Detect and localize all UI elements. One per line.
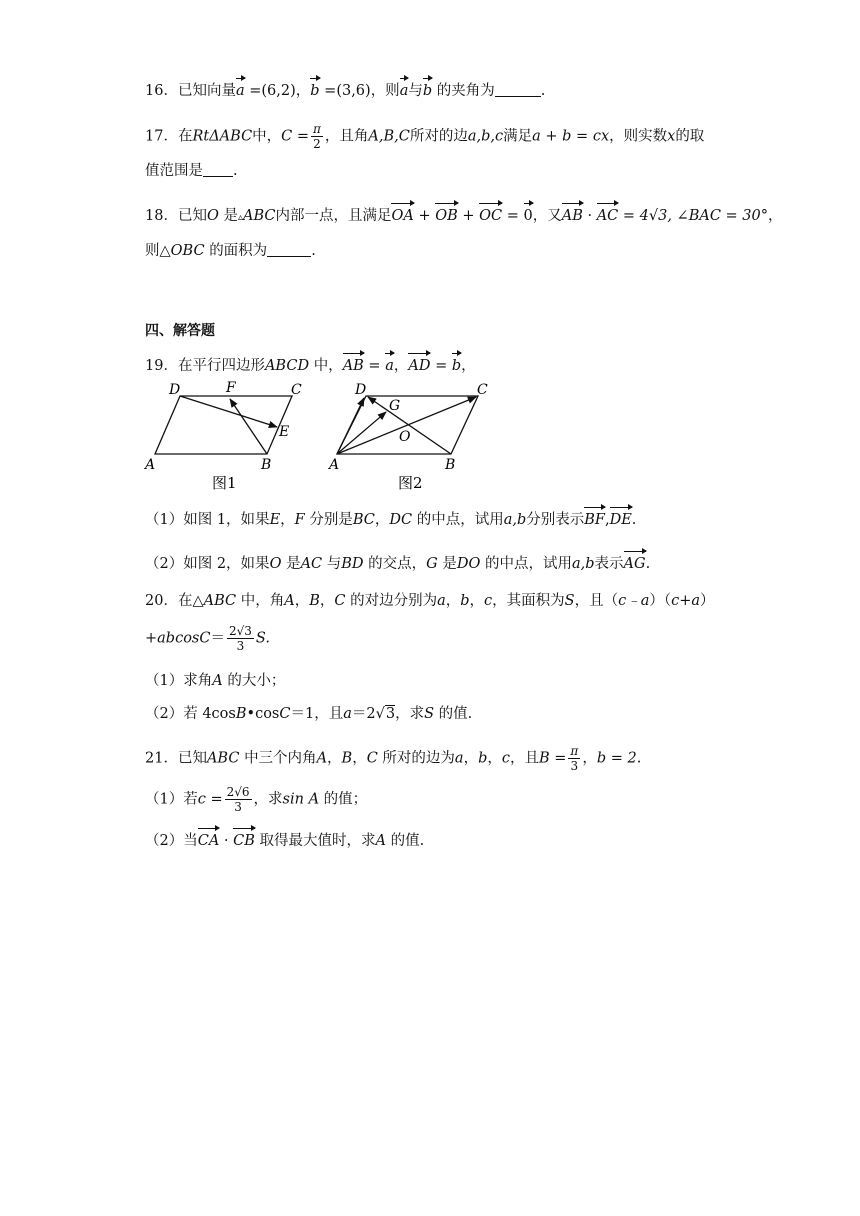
text: 中三个内角: [244, 750, 317, 767]
text: +: [145, 630, 158, 647]
denominator: 3: [236, 639, 245, 653]
question-20-part-1: [145, 670, 285, 692]
math: ABC: [203, 593, 237, 609]
denominator: 3: [570, 759, 579, 773]
math: c: [484, 593, 493, 609]
math: DO: [456, 556, 481, 572]
text: 分别表示: [526, 512, 585, 528]
text: 与: [408, 83, 423, 99]
text: ）: [700, 593, 715, 609]
math: B: [341, 750, 353, 767]
question-20-line-1: [145, 590, 715, 612]
math: BD: [341, 556, 364, 572]
text: ，: [327, 750, 342, 767]
text: 分别是: [309, 512, 353, 528]
math: B =: [539, 750, 567, 767]
label-d: D: [169, 382, 181, 398]
question-18-line-2: [145, 240, 316, 262]
text: ，且角: [324, 128, 369, 145]
math: O: [269, 556, 282, 572]
math: a + b = cx: [532, 128, 610, 145]
answer-blank: [267, 242, 311, 257]
question-20-part-2: [145, 703, 472, 725]
text: （2）当: [145, 833, 198, 849]
text: （2）若 4cos: [145, 706, 236, 722]
math: B: [235, 706, 247, 722]
text: ，: [280, 512, 295, 528]
math: ABC: [206, 750, 240, 767]
text: 是: [286, 556, 301, 572]
vector-ac: AC: [597, 202, 619, 227]
math: S: [564, 593, 575, 609]
text: ＝1，且: [290, 706, 344, 722]
text: 的交点，: [368, 556, 427, 572]
math: b: [460, 593, 470, 609]
math: C =: [281, 128, 310, 145]
text: 的值；: [323, 791, 368, 808]
text: ，: [463, 750, 479, 767]
denominator: 2: [313, 137, 321, 151]
question-17-line-2: [145, 160, 238, 182]
math: a: [454, 750, 464, 767]
text: ，: [294, 593, 310, 609]
math: S.: [255, 630, 270, 647]
text: .: [311, 243, 316, 259]
label-a: A: [145, 457, 156, 473]
label-b: B: [261, 457, 272, 473]
math: a: [437, 593, 446, 609]
fraction-2sqrt6-over-3: [225, 785, 252, 814]
label-d: D: [355, 382, 367, 398]
text: ＝: [210, 630, 225, 647]
text: ，求: [253, 791, 283, 808]
text: 在: [177, 128, 193, 145]
text: ，其面积为: [492, 593, 565, 609]
numerator: π: [570, 744, 579, 758]
question-19-intro: 19．在平行四边形ABCD 中，AB = a，AD = b，: [145, 352, 476, 377]
text: ，: [445, 593, 461, 609]
fraction-pi-over-2: [311, 122, 323, 151]
text: 满足: [503, 128, 533, 145]
vector-ag: [337, 412, 386, 454]
text: ，求: [395, 706, 425, 722]
math: A: [375, 833, 386, 849]
text: ，: [582, 750, 597, 767]
vector-b-value: (3,6): [336, 83, 371, 99]
vector-b: b: [423, 77, 432, 102]
text: （1）求角: [145, 673, 213, 689]
question-number: 16．: [145, 83, 178, 99]
text: ，又: [532, 208, 562, 224]
math: S: [424, 706, 435, 722]
math: b = 2: [596, 750, 637, 767]
question-16: 16．已知向量a =(6,2)，b =(3,6)，则a与b 的夹角为 .: [145, 77, 545, 102]
text: 是: [442, 556, 457, 572]
numerator: 2√6: [226, 785, 250, 799]
text: .: [540, 83, 546, 99]
text: •cos: [246, 706, 280, 722]
figure-1-caption: 图1: [212, 474, 237, 492]
vector-de: [180, 396, 277, 427]
vector-bf: [230, 399, 267, 454]
text: 与: [326, 556, 342, 572]
label-o: O: [399, 429, 411, 445]
fraction-pi-over-3: [568, 744, 580, 773]
vector-a: a: [236, 77, 245, 102]
text: 的取: [675, 128, 705, 145]
math: a: [343, 706, 352, 722]
math: a,b: [571, 556, 595, 572]
question-number: 21．: [145, 750, 178, 767]
text: 内部一点，且满足: [275, 208, 392, 224]
question-number: 17．: [145, 128, 178, 145]
vector-a: a: [385, 352, 394, 377]
vector-a-value: (6,2): [261, 83, 296, 99]
vector-a: a: [400, 77, 409, 102]
math: c =: [197, 791, 223, 808]
vector-ad: AD: [408, 352, 430, 377]
text: 已知向量: [177, 83, 236, 99]
text: 在△: [177, 593, 204, 609]
text: 的值.: [438, 706, 473, 722]
vector-ad: [337, 398, 364, 454]
text: （1）若: [145, 791, 198, 808]
numerator: π: [313, 122, 321, 136]
vector-ag: AG: [624, 550, 646, 575]
text: 的中点，试用: [484, 556, 572, 572]
question-19-part-1: （1）如图 1，如果E，F 分别是BC，DC 的中点，试用a,b分别表示BF,DE.: [145, 506, 636, 531]
text: （2）如图 2，如果: [145, 556, 270, 572]
math: c: [501, 750, 510, 767]
question-21-line-1: [145, 744, 641, 773]
figure-2-caption: 图2: [398, 474, 423, 492]
text: 的对边分别为: [350, 593, 438, 609]
question-21-part-2: （2）当CA · CB 取得最大值时，求A 的值.: [145, 827, 424, 852]
math: BC: [352, 512, 375, 528]
text: 的值.: [390, 833, 425, 849]
label-f: F: [226, 380, 236, 396]
text: 值范围是: [145, 163, 203, 179]
text: 的夹角为: [436, 83, 495, 99]
text: ，: [487, 750, 502, 767]
zero-vector: 0: [524, 202, 533, 227]
text: 中，: [252, 128, 282, 145]
vector-de: DE: [610, 506, 632, 531]
vector-oc: OC: [479, 202, 502, 227]
text: 表示: [594, 556, 624, 572]
vector-bf: BF: [584, 506, 605, 531]
text: ，则: [370, 83, 400, 99]
triangle-symbol: ▵: [237, 212, 243, 223]
sqrt-symbol: √: [375, 706, 385, 722]
vector-ab: AB: [562, 202, 583, 227]
figure-1: [140, 376, 310, 496]
math: B: [309, 593, 320, 609]
text: 在平行四边形: [177, 358, 265, 374]
question-18-line-1: 18．已知O 是▵ABC内部一点，且满足OA + OB + OC = 0，又AB · AC = 4√3, ∠BAC = 30°，: [145, 202, 783, 229]
answer-blank: [203, 162, 233, 177]
label-c: C: [291, 382, 302, 398]
math: OBC: [170, 243, 205, 259]
text: （1）如图 1，如果: [145, 512, 270, 528]
answer-blank: [495, 82, 541, 97]
math: ABC: [242, 208, 276, 224]
text: ，: [352, 750, 367, 767]
numerator: 2√3: [228, 624, 252, 638]
text: 的大小；: [227, 673, 286, 689]
text: 所对的边: [409, 128, 468, 145]
vector-bd: [368, 397, 451, 454]
math: G: [426, 556, 438, 572]
math: sin A: [282, 791, 320, 808]
math: C: [366, 750, 378, 767]
text: 则△: [145, 243, 171, 259]
text: ，且: [510, 750, 539, 767]
text: 已知: [177, 208, 207, 224]
question-19-part-2: （2）如图 2，如果O 是AC 与BD 的交点，G 是DO 的中点，试用a,b表示AG.: [145, 550, 650, 575]
math: RtΔABC: [192, 128, 253, 145]
text: 中，角: [240, 593, 285, 609]
math: O: [206, 208, 219, 224]
text: ，且（: [574, 593, 619, 609]
text: ，: [469, 593, 485, 609]
math: b: [478, 750, 488, 767]
vector-b: b: [310, 77, 319, 102]
math: C: [279, 706, 291, 722]
math: = 4√3, ∠BAC = 30°: [622, 208, 768, 224]
text: 中，: [313, 358, 343, 374]
figure-2: [322, 376, 502, 496]
math: A: [284, 593, 295, 609]
label-g: G: [389, 398, 401, 414]
text: .: [636, 750, 642, 767]
question-21-part-1: [145, 785, 367, 814]
math: A: [316, 750, 328, 767]
denominator: 3: [234, 800, 242, 814]
math: F: [294, 512, 305, 528]
math: c+a: [671, 593, 701, 609]
math: a,b,c: [467, 128, 504, 145]
math: c﹣a: [618, 593, 650, 609]
label-a: A: [329, 457, 340, 473]
math: a,b: [503, 512, 527, 528]
label-c: C: [477, 382, 488, 398]
section-heading: 四、解答题: [145, 323, 215, 339]
vector-oa: OA: [391, 202, 413, 227]
math: x: [667, 128, 676, 145]
question-number: 20．: [145, 593, 178, 609]
text: 所对的边为: [382, 750, 455, 767]
vector-b: b: [452, 352, 461, 377]
text: ＝2: [351, 706, 376, 722]
math: A: [212, 673, 223, 689]
vector-ca: CA: [198, 827, 220, 852]
vector-ob: OB: [435, 202, 458, 227]
math: AC: [300, 556, 323, 572]
vector-ab: AB: [343, 352, 364, 377]
math: C: [334, 593, 346, 609]
text: ）（: [649, 593, 672, 609]
math: E: [269, 512, 281, 528]
question-number: 18．: [145, 208, 178, 224]
math: A,B,C: [368, 128, 410, 145]
question-17-line-1: [145, 122, 704, 151]
math: abcosC: [157, 630, 211, 647]
math: ABCD: [264, 358, 310, 374]
fraction-2sqrt3-over-3: [227, 624, 254, 653]
text: 的面积为: [209, 243, 268, 259]
question-number: 19．: [145, 358, 178, 374]
text: 的中点，试用: [416, 512, 504, 528]
label-e: E: [279, 424, 290, 440]
text: 取得最大值时，求: [259, 833, 376, 849]
text: ，: [319, 593, 335, 609]
math: DC: [389, 512, 413, 528]
text: .: [233, 163, 238, 179]
text: 已知: [177, 750, 207, 767]
text: ，: [374, 512, 390, 528]
label-b: B: [445, 457, 456, 473]
question-20-line-2: [145, 624, 270, 653]
vector-cb: CB: [233, 827, 255, 852]
text: 是: [223, 208, 238, 224]
text: ，则实数: [609, 128, 668, 145]
sqrt-radicand: 3: [385, 706, 396, 722]
